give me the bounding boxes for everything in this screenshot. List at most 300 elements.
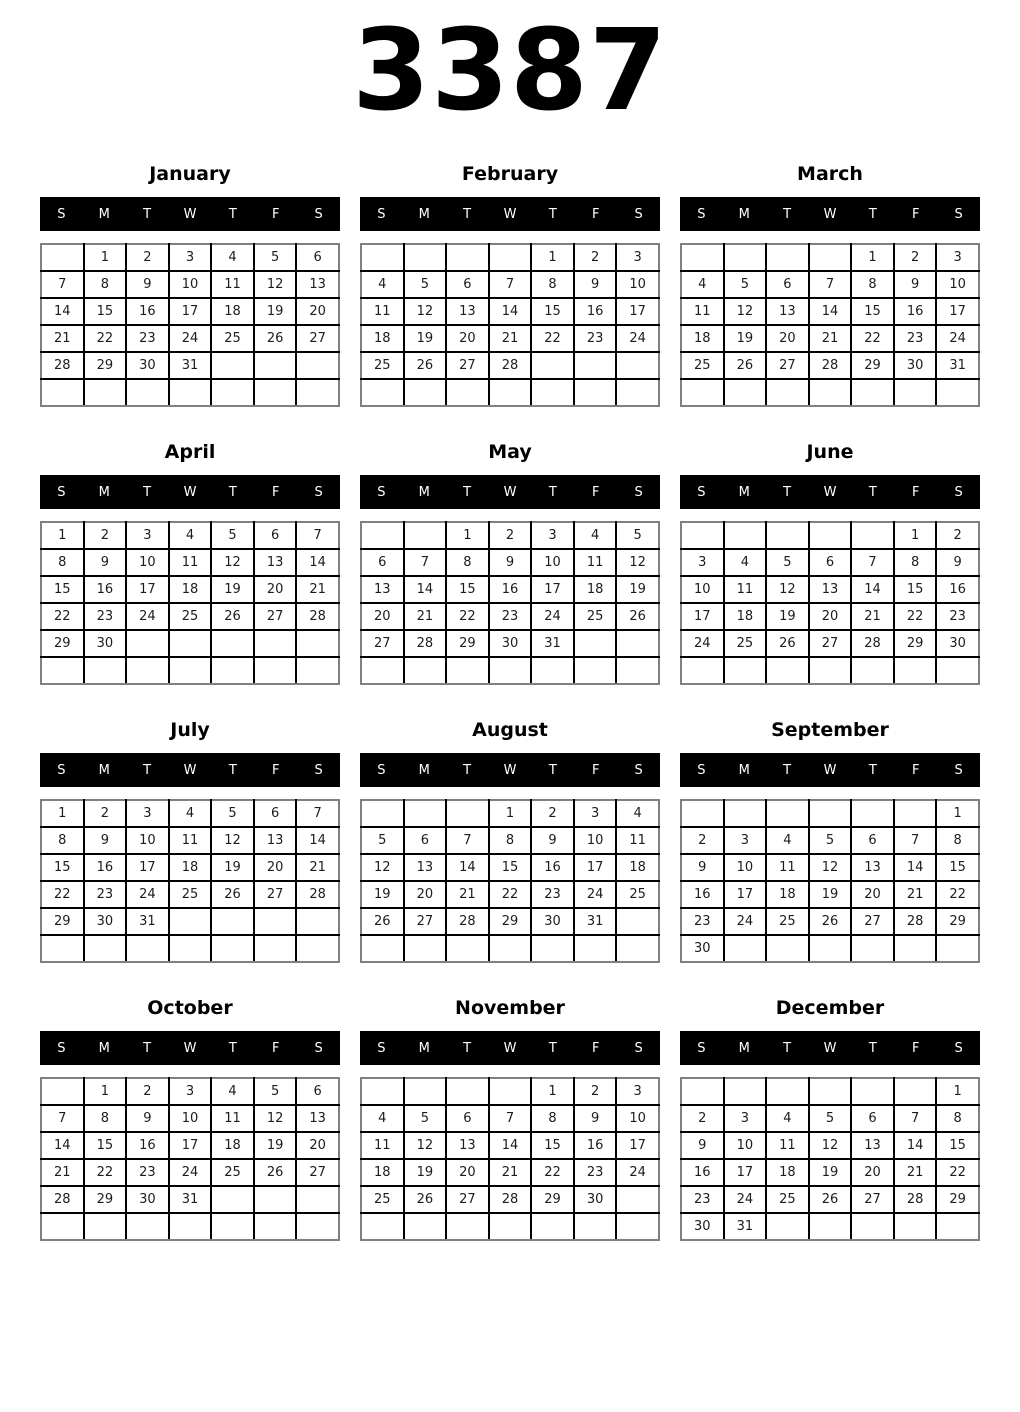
month-day-grid	[680, 243, 980, 407]
day-cell: 30	[681, 1213, 724, 1240]
empty-day-cell	[616, 935, 659, 962]
empty-day-cell	[894, 800, 937, 827]
empty-day-cell	[41, 1213, 84, 1240]
day-cell: 9	[574, 1105, 617, 1132]
empty-day-cell	[211, 1213, 254, 1240]
weekday-label: F	[911, 762, 920, 778]
empty-day-cell	[574, 935, 617, 962]
weekday-header-bar	[680, 197, 980, 231]
weekday-label: T	[228, 1040, 237, 1056]
day-cell: 22	[446, 603, 489, 630]
empty-day-cell	[404, 522, 447, 549]
day-cell: 9	[84, 827, 127, 854]
week-row	[681, 522, 979, 549]
day-cell: 15	[84, 1132, 127, 1159]
weekday-header-bar	[40, 753, 340, 787]
week-row	[41, 935, 339, 962]
month-day-grid	[40, 521, 340, 685]
weekday-header-bar	[680, 1031, 980, 1065]
day-cell: 8	[84, 1105, 127, 1132]
weekday-label: S	[954, 1040, 963, 1056]
month-block-may	[360, 421, 660, 685]
day-cell: 29	[489, 908, 532, 935]
empty-day-cell	[361, 1213, 404, 1240]
empty-day-cell	[531, 657, 574, 684]
week-row	[681, 657, 979, 684]
day-cell: 29	[851, 352, 894, 379]
empty-day-cell	[851, 522, 894, 549]
day-cell: 28	[489, 1186, 532, 1213]
empty-day-cell	[296, 935, 339, 962]
day-cell: 5	[211, 800, 254, 827]
week-row	[681, 352, 979, 379]
weekday-label: S	[954, 762, 963, 778]
day-cell: 30	[574, 1186, 617, 1213]
week-row	[361, 854, 659, 881]
day-cell: 16	[531, 854, 574, 881]
day-cell: 2	[84, 522, 127, 549]
day-cell: 20	[446, 1159, 489, 1186]
empty-day-cell	[404, 244, 447, 271]
day-cell: 27	[254, 881, 297, 908]
day-cell: 20	[296, 1132, 339, 1159]
day-cell: 8	[41, 549, 84, 576]
weekday-label: S	[314, 1040, 323, 1056]
day-cell: 23	[681, 908, 724, 935]
weekday-label: S	[954, 484, 963, 500]
empty-day-cell	[616, 379, 659, 406]
month-block-february	[360, 143, 660, 407]
day-cell: 15	[489, 854, 532, 881]
weekday-label: S	[377, 484, 386, 500]
day-cell: 8	[531, 271, 574, 298]
day-cell: 2	[126, 244, 169, 271]
day-cell: 21	[296, 854, 339, 881]
day-cell: 30	[126, 352, 169, 379]
weekday-label: F	[911, 1040, 920, 1056]
day-cell: 18	[169, 576, 212, 603]
day-cell: 7	[404, 549, 447, 576]
day-cell: 15	[531, 298, 574, 325]
day-cell: 25	[724, 630, 767, 657]
day-cell: 29	[936, 908, 979, 935]
empty-day-cell	[724, 800, 767, 827]
day-cell: 4	[211, 244, 254, 271]
day-cell: 31	[169, 1186, 212, 1213]
weekday-label: T	[548, 762, 557, 778]
weekday-header-bar	[680, 753, 980, 787]
day-cell: 7	[41, 271, 84, 298]
weekday-label: S	[314, 484, 323, 500]
day-cell: 15	[41, 576, 84, 603]
weekday-label: T	[143, 1040, 152, 1056]
day-cell: 3	[724, 1105, 767, 1132]
empty-day-cell	[169, 908, 212, 935]
day-cell: 30	[681, 935, 724, 962]
week-row	[41, 325, 339, 352]
day-cell: 27	[446, 1186, 489, 1213]
day-cell: 19	[616, 576, 659, 603]
weekday-label: S	[57, 484, 66, 500]
weekday-header-bar	[40, 197, 340, 231]
day-cell: 8	[531, 1105, 574, 1132]
empty-day-cell	[809, 657, 852, 684]
day-cell: 10	[531, 549, 574, 576]
empty-day-cell	[296, 352, 339, 379]
day-cell: 20	[254, 854, 297, 881]
week-row	[681, 379, 979, 406]
empty-day-cell	[681, 379, 724, 406]
day-cell: 23	[84, 603, 127, 630]
empty-day-cell	[446, 379, 489, 406]
empty-day-cell	[616, 657, 659, 684]
empty-day-cell	[169, 935, 212, 962]
day-cell: 17	[531, 576, 574, 603]
empty-day-cell	[809, 935, 852, 962]
empty-day-cell	[169, 630, 212, 657]
weekday-label: S	[634, 1040, 643, 1056]
day-cell: 8	[84, 271, 127, 298]
weekday-label: M	[418, 762, 430, 778]
empty-day-cell	[766, 800, 809, 827]
day-cell: 31	[531, 630, 574, 657]
week-row	[41, 576, 339, 603]
weekday-label: F	[591, 762, 600, 778]
weekday-label: T	[228, 206, 237, 222]
day-cell: 1	[531, 1078, 574, 1105]
empty-day-cell	[894, 1078, 937, 1105]
weekday-label: T	[463, 762, 472, 778]
day-cell: 6	[296, 1078, 339, 1105]
day-cell: 19	[766, 603, 809, 630]
day-cell: 25	[616, 881, 659, 908]
day-cell: 24	[724, 908, 767, 935]
day-cell: 17	[936, 298, 979, 325]
day-cell: 21	[489, 325, 532, 352]
day-cell: 20	[809, 603, 852, 630]
day-cell: 10	[126, 827, 169, 854]
empty-day-cell	[766, 244, 809, 271]
weekday-label: T	[783, 1040, 792, 1056]
empty-day-cell	[766, 935, 809, 962]
week-row	[41, 854, 339, 881]
day-cell: 26	[361, 908, 404, 935]
empty-day-cell	[254, 908, 297, 935]
empty-day-cell	[489, 1078, 532, 1105]
month-day-grid	[40, 799, 340, 963]
day-cell: 15	[936, 854, 979, 881]
day-cell: 2	[936, 522, 979, 549]
empty-day-cell	[574, 379, 617, 406]
day-cell: 27	[361, 630, 404, 657]
empty-day-cell	[446, 657, 489, 684]
weekday-label: T	[228, 762, 237, 778]
week-row	[681, 244, 979, 271]
empty-day-cell	[211, 908, 254, 935]
day-cell: 1	[446, 522, 489, 549]
empty-day-cell	[296, 908, 339, 935]
empty-day-cell	[126, 1213, 169, 1240]
day-cell: 16	[84, 854, 127, 881]
empty-day-cell	[446, 935, 489, 962]
weekday-label: T	[228, 484, 237, 500]
day-cell: 2	[574, 244, 617, 271]
empty-day-cell	[724, 935, 767, 962]
day-cell: 5	[766, 549, 809, 576]
weekday-label: T	[548, 206, 557, 222]
day-cell: 9	[84, 549, 127, 576]
empty-day-cell	[531, 1213, 574, 1240]
week-row	[41, 881, 339, 908]
day-cell: 23	[681, 1186, 724, 1213]
day-cell: 22	[851, 325, 894, 352]
day-cell: 6	[296, 244, 339, 271]
day-cell: 25	[361, 1186, 404, 1213]
day-cell: 21	[809, 325, 852, 352]
day-cell: 19	[254, 1132, 297, 1159]
month-day-grid	[680, 799, 980, 963]
weekday-label: W	[823, 484, 837, 500]
day-cell: 10	[936, 271, 979, 298]
day-cell: 17	[126, 854, 169, 881]
day-cell: 13	[296, 1105, 339, 1132]
empty-day-cell	[851, 657, 894, 684]
empty-day-cell	[766, 522, 809, 549]
day-cell: 24	[169, 1159, 212, 1186]
day-cell: 17	[574, 854, 617, 881]
day-cell: 16	[489, 576, 532, 603]
week-row	[41, 549, 339, 576]
day-cell: 7	[489, 1105, 532, 1132]
month-day-grid	[360, 799, 660, 963]
day-cell: 22	[936, 1159, 979, 1186]
day-cell: 26	[616, 603, 659, 630]
empty-day-cell	[574, 657, 617, 684]
week-row	[41, 1105, 339, 1132]
day-cell: 2	[126, 1078, 169, 1105]
day-cell: 21	[404, 603, 447, 630]
month-day-grid	[360, 521, 660, 685]
week-row	[41, 1078, 339, 1105]
week-row	[681, 854, 979, 881]
day-cell: 28	[404, 630, 447, 657]
day-cell: 15	[84, 298, 127, 325]
empty-day-cell	[894, 379, 937, 406]
empty-day-cell	[126, 379, 169, 406]
weekday-header-bar	[680, 475, 980, 509]
weekday-label: S	[697, 762, 706, 778]
empty-day-cell	[361, 379, 404, 406]
day-cell: 17	[169, 1132, 212, 1159]
week-row	[41, 1213, 339, 1240]
empty-day-cell	[681, 657, 724, 684]
month-block-january	[40, 143, 340, 407]
day-cell: 4	[361, 1105, 404, 1132]
empty-day-cell	[489, 244, 532, 271]
day-cell: 16	[681, 881, 724, 908]
empty-day-cell	[211, 935, 254, 962]
day-cell: 16	[681, 1159, 724, 1186]
day-cell: 29	[531, 1186, 574, 1213]
week-row	[361, 244, 659, 271]
day-cell: 21	[894, 881, 937, 908]
weekday-label: T	[868, 1040, 877, 1056]
day-cell: 3	[169, 1078, 212, 1105]
day-cell: 17	[616, 1132, 659, 1159]
week-row	[361, 271, 659, 298]
week-row	[41, 271, 339, 298]
empty-day-cell	[404, 657, 447, 684]
day-cell: 18	[766, 1159, 809, 1186]
day-cell: 28	[894, 1186, 937, 1213]
day-cell: 21	[41, 1159, 84, 1186]
weekday-label: T	[868, 206, 877, 222]
day-cell: 26	[724, 352, 767, 379]
day-cell: 7	[446, 827, 489, 854]
day-cell: 18	[211, 298, 254, 325]
day-cell: 7	[296, 800, 339, 827]
day-cell: 27	[296, 325, 339, 352]
day-cell: 23	[126, 325, 169, 352]
weekday-label: T	[463, 484, 472, 500]
day-cell: 13	[851, 1132, 894, 1159]
empty-day-cell	[211, 1186, 254, 1213]
day-cell: 14	[894, 1132, 937, 1159]
day-cell: 9	[681, 854, 724, 881]
month-name: September	[771, 719, 889, 742]
day-cell: 1	[894, 522, 937, 549]
weekday-label: S	[634, 762, 643, 778]
day-cell: 24	[681, 630, 724, 657]
day-cell: 19	[809, 881, 852, 908]
day-cell: 26	[211, 881, 254, 908]
day-cell: 24	[616, 1159, 659, 1186]
empty-day-cell	[126, 657, 169, 684]
month-day-grid	[40, 1077, 340, 1241]
week-row	[361, 1132, 659, 1159]
week-row	[41, 827, 339, 854]
day-cell: 15	[446, 576, 489, 603]
empty-day-cell	[894, 935, 937, 962]
day-cell: 15	[41, 854, 84, 881]
day-cell: 15	[894, 576, 937, 603]
weekday-label: T	[143, 484, 152, 500]
day-cell: 17	[616, 298, 659, 325]
weekday-label: F	[271, 1040, 280, 1056]
day-cell: 1	[41, 800, 84, 827]
day-cell: 2	[681, 827, 724, 854]
weekday-label: F	[591, 206, 600, 222]
day-cell: 2	[894, 244, 937, 271]
empty-day-cell	[681, 800, 724, 827]
empty-day-cell	[809, 522, 852, 549]
week-row	[41, 630, 339, 657]
empty-day-cell	[851, 1213, 894, 1240]
day-cell: 22	[41, 603, 84, 630]
day-cell: 8	[489, 827, 532, 854]
week-row	[681, 1132, 979, 1159]
week-row	[681, 827, 979, 854]
day-cell: 18	[169, 854, 212, 881]
week-row	[681, 630, 979, 657]
day-cell: 3	[681, 549, 724, 576]
day-cell: 13	[809, 576, 852, 603]
day-cell: 5	[254, 1078, 297, 1105]
day-cell: 2	[531, 800, 574, 827]
week-row	[361, 379, 659, 406]
day-cell: 10	[616, 1105, 659, 1132]
day-cell: 7	[851, 549, 894, 576]
empty-day-cell	[404, 935, 447, 962]
week-row	[361, 1213, 659, 1240]
empty-day-cell	[41, 935, 84, 962]
weekday-label: F	[911, 206, 920, 222]
day-cell: 28	[41, 1186, 84, 1213]
day-cell: 23	[894, 325, 937, 352]
week-row	[41, 298, 339, 325]
day-cell: 12	[404, 298, 447, 325]
day-cell: 31	[724, 1213, 767, 1240]
empty-day-cell	[766, 1213, 809, 1240]
empty-day-cell	[361, 657, 404, 684]
empty-day-cell	[254, 1213, 297, 1240]
weekday-header-bar	[40, 475, 340, 509]
empty-day-cell	[254, 657, 297, 684]
week-row	[41, 244, 339, 271]
empty-day-cell	[809, 1213, 852, 1240]
day-cell: 5	[809, 827, 852, 854]
week-row	[41, 1132, 339, 1159]
empty-day-cell	[489, 657, 532, 684]
day-cell: 13	[446, 1132, 489, 1159]
day-cell: 10	[169, 271, 212, 298]
month-day-grid	[40, 243, 340, 407]
week-row	[361, 603, 659, 630]
day-cell: 29	[84, 352, 127, 379]
day-cell: 26	[809, 1186, 852, 1213]
empty-day-cell	[616, 630, 659, 657]
day-cell: 16	[574, 1132, 617, 1159]
day-cell: 11	[211, 1105, 254, 1132]
day-cell: 2	[489, 522, 532, 549]
day-cell: 14	[894, 854, 937, 881]
weekday-label: S	[697, 484, 706, 500]
week-row	[361, 657, 659, 684]
day-cell: 26	[766, 630, 809, 657]
day-cell: 11	[169, 549, 212, 576]
week-row	[681, 1213, 979, 1240]
day-cell: 3	[616, 1078, 659, 1105]
day-cell: 5	[254, 244, 297, 271]
day-cell: 4	[681, 271, 724, 298]
weekday-label: T	[868, 484, 877, 500]
weekday-label: T	[548, 484, 557, 500]
day-cell: 14	[489, 298, 532, 325]
month-name: December	[775, 997, 885, 1020]
week-row	[681, 800, 979, 827]
weekday-label: T	[463, 1040, 472, 1056]
weekday-header-bar	[360, 1031, 660, 1065]
weekday-label: W	[503, 762, 517, 778]
weekday-label: W	[183, 762, 197, 778]
day-cell: 14	[446, 854, 489, 881]
weekday-label: S	[57, 206, 66, 222]
day-cell: 6	[361, 549, 404, 576]
week-row	[681, 603, 979, 630]
day-cell: 22	[531, 1159, 574, 1186]
day-cell: 27	[254, 603, 297, 630]
day-cell: 2	[574, 1078, 617, 1105]
